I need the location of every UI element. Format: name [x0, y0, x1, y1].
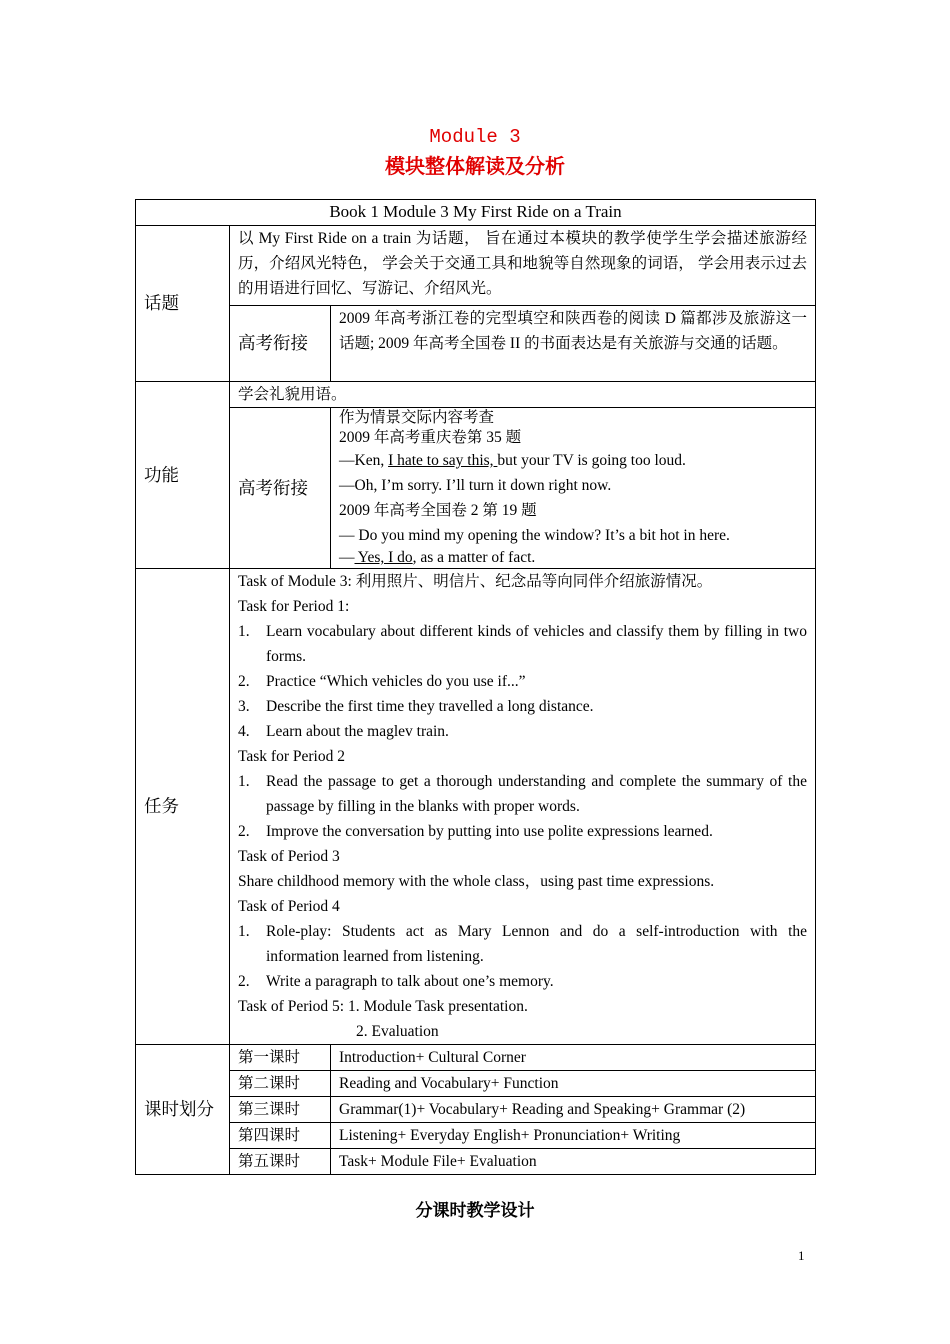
task-item-text: Write a paragraph to talk about one’s memory.	[266, 973, 554, 990]
table-heading: Book 1 Module 3 My First Ride on a Train	[136, 200, 816, 226]
period-name: 第一课时	[230, 1045, 331, 1071]
task-item-text: Learn vocabulary about different kinds of vehicles and classify them by filling in two forms.	[266, 623, 807, 665]
period-content: Task+ Module File+ Evaluation	[331, 1149, 816, 1175]
period-content: Reading and Vocabulary+ Function	[331, 1071, 816, 1097]
task-item	[238, 719, 807, 744]
period-name: 第四课时	[230, 1123, 331, 1149]
topic-label: 话题	[136, 226, 230, 382]
task-item-number: 1.	[238, 923, 250, 940]
period-5-task-line: 2. Evaluation	[356, 1023, 439, 1040]
topic-description: 以 My First Ride on a train 为话题， 旨在通过本模块的教学使学生学会描述旅游经历，介绍风光特色， 学会关于交通工具和地貌等自然现象的词语， 学会用表示过去的用语进行回忆、写游记、介绍风光。	[230, 226, 816, 306]
period-name: 第五课时	[230, 1149, 331, 1175]
task-item-number: 4.	[238, 723, 250, 740]
task-item	[238, 819, 807, 844]
task-item-text: Read the passage to get a thorough understanding and complete the summary of the passage by filling in the blanks with proper words.	[266, 773, 807, 815]
tasks-label: 任务	[136, 569, 230, 1045]
module-analysis-table	[135, 199, 816, 1175]
period-task-title: Task for Period 1:	[238, 598, 350, 615]
task-item-text: Practice “Which vehicles do you use if...”	[266, 673, 526, 690]
period-task-title: Task of Period 3	[238, 848, 340, 865]
task-item	[238, 669, 807, 694]
period-1-task-list	[238, 619, 807, 744]
page-title: 模块整体解读及分析	[385, 156, 565, 178]
topic-exam-text: 2009 年高考浙江卷的完型填空和陕西卷的阅读 D 篇都涉及旅游这一话题; 2009 年高考全国卷 II 的书面表达是有关旅游与交通的话题。	[331, 306, 816, 382]
function-exam-content	[331, 408, 816, 569]
function-label: 功能	[136, 382, 230, 569]
task-item-text: Describe the first time they travelled a long distance.	[266, 698, 594, 715]
page-number: 1	[798, 1248, 805, 1263]
task-item-number: 3.	[238, 698, 250, 715]
task-item-number: 2.	[238, 973, 250, 990]
period-content: Listening+ Everyday English+ Pronunciation+ Writing	[331, 1123, 816, 1149]
task-item-text: Improve the conversation by putting into use polite expressions learned.	[266, 823, 713, 840]
tasks-content	[230, 569, 816, 1045]
period-name: 第三课时	[230, 1097, 331, 1123]
task-item	[238, 969, 807, 994]
function-description: 学会礼貌用语。	[230, 382, 816, 408]
task-item	[238, 919, 807, 969]
task-item-number: 2.	[238, 673, 250, 690]
task-item-number: 2.	[238, 823, 250, 840]
task-item-text: Learn about the maglev train.	[266, 723, 449, 740]
period-task-title: Task for Period 2	[238, 748, 345, 765]
period-4-task-list	[238, 919, 807, 994]
period-content: Grammar(1)+ Vocabulary+ Reading and Speaking+ Grammar (2)	[331, 1097, 816, 1123]
dialogue-line: —Ken, I hate to say this, but your TV is going too loud.	[339, 452, 686, 469]
function-exam-label: 高考衔接	[230, 408, 331, 569]
exam-question-source: 2009 年高考重庆卷第 35 题	[339, 429, 522, 446]
period-3-task-text: Share childhood memory with the whole class，using past time expressions.	[238, 873, 715, 890]
function-exam-intro: 作为情景交际内容考查	[339, 409, 495, 426]
module-title: Module 3	[429, 126, 521, 148]
task-item	[238, 769, 807, 819]
period-content: Introduction+ Cultural Corner	[331, 1045, 816, 1071]
task-item	[238, 694, 807, 719]
task-item-number: 1.	[238, 623, 250, 640]
period-task-title: Task of Period 4	[238, 898, 340, 915]
dialogue-line: — Yes, I do, as a matter of fact.	[339, 549, 536, 566]
period-2-task-list	[238, 769, 807, 844]
task-item-number: 1.	[238, 773, 250, 790]
module-task: Task of Module 3: 利用照片、明信片、纪念品等向同伴介绍旅游情况。	[238, 573, 713, 590]
section-title: 分课时教学设计	[415, 1201, 535, 1220]
dialogue-line: —Oh, I’m sorry. I’ll turn it down right now.	[339, 477, 612, 494]
task-item	[238, 619, 807, 669]
topic-exam-label: 高考衔接	[230, 306, 331, 382]
periods-label: 课时划分	[136, 1045, 230, 1175]
period-name: 第二课时	[230, 1071, 331, 1097]
exam-question-source: 2009 年高考全国卷 2 第 19 题	[339, 502, 537, 519]
period-5-task-line: Task of Period 5: 1. Module Task presentation.	[238, 998, 528, 1015]
task-item-text: Role-play: Students act as Mary Lennon and do a self-introduction with the information learned from listening.	[266, 923, 807, 965]
dialogue-line: — Do you mind my opening the window? It’s a bit hot in here.	[339, 527, 730, 544]
